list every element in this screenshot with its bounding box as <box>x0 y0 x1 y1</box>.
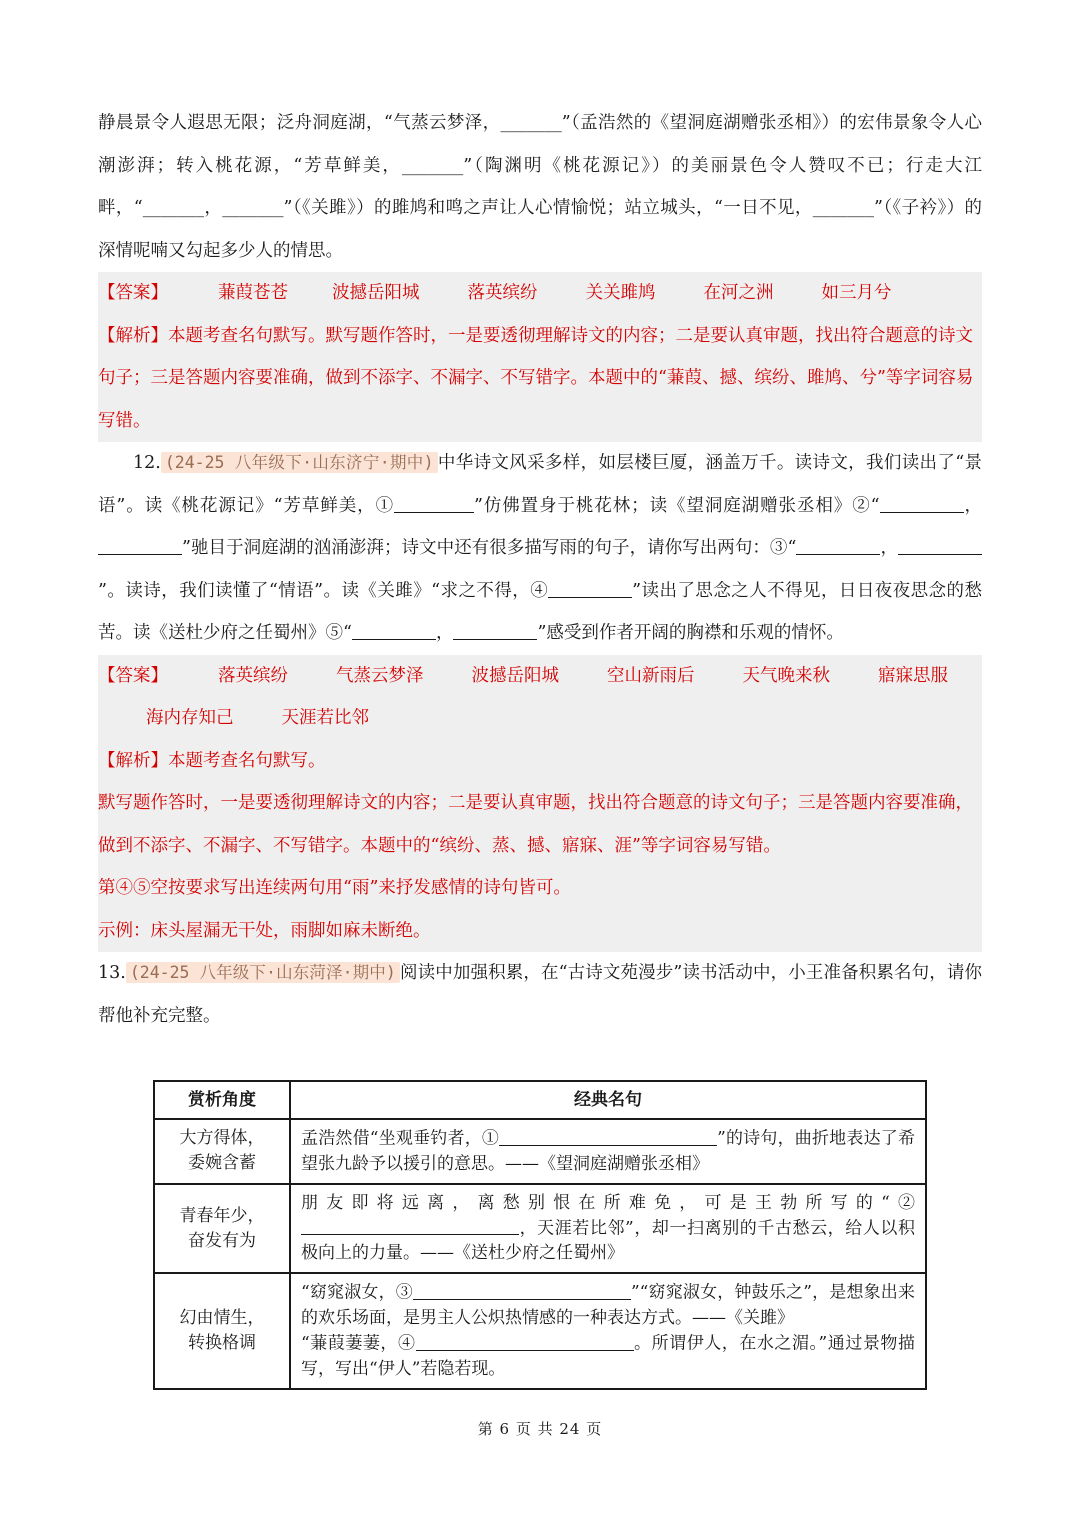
analysis-tag: 【解析】 <box>98 325 168 346</box>
question-13 <box>98 952 982 1037</box>
blank-3b[interactable] <box>898 535 982 555</box>
quote-text: “窈窕淑女，③ <box>301 1283 413 1304</box>
analysis-line <box>98 315 982 443</box>
analysis-text: 本题考查名句默写。 <box>168 750 326 771</box>
table-cell-angle <box>154 1119 290 1184</box>
page-content <box>98 102 982 1037</box>
answer-item: 关关雎鸠 <box>585 283 656 303</box>
blank-table-2[interactable] <box>301 1216 519 1236</box>
question-11-text: 静晨景令人遐思无限；泛舟洞庭湖，“气蒸云梦泽，_______”（孟浩然的《望洞庭湖赠张丞相》）的宏伟景象令人心潮澎湃；转入桃花源，“芳草鲜美，_______”（陶渊明《桃花源记》）的美丽景色令人赞叹不已；行走大江畔，“_______，_______”（《关雎》）的雎鸠和鸣之声让人心情愉悦；站立城头，“一日不见，_______”（《子衿》）的深情呢喃又勾起多少人的情思。 <box>98 113 982 261</box>
quote-table <box>153 1080 927 1390</box>
quote-text: 朋友即将远离，离愁别恨在所难免，可是王勃所写的“② <box>301 1192 915 1213</box>
blank-table-3[interactable] <box>413 1280 631 1300</box>
angle-text: 大方得体， <box>179 1128 265 1149</box>
answer-tag: 【答案】 <box>98 283 168 303</box>
answer-item: 寤寐思服 <box>878 665 948 686</box>
table-row <box>154 1273 926 1388</box>
answer-item: 天涯若比邻 <box>281 708 369 728</box>
answer-item: 气蒸云梦泽 <box>336 665 424 686</box>
analysis-text: 本题考查名句默写。默写题作答时，一是要透彻理解诗文的内容；二是要认真审题，找出符合题意的诗文句子；三是答题内容要准确，做到不添字、不漏字、不写错字。本题中的“蒹葭、撼、缤纷、雎鸠、兮”等字词容易写错。 <box>98 325 974 431</box>
answer-item: 如三月兮 <box>821 283 892 303</box>
analysis-text: 默写题作答时，一是要透彻理解诗文的内容；二是要认真审题，找出符合题意的诗文句子；三是答题内容要准确，做到不添字、不漏字、不写错字。本题中的“缤纷、蒸、撼、寤寐、涯”等字词容易写错。 <box>98 793 973 856</box>
table-cell-angle <box>154 1273 290 1388</box>
answer-box-12 <box>98 655 982 953</box>
angle-text: 转换格调 <box>188 1333 256 1354</box>
answer-item: 空山新雨后 <box>607 665 695 686</box>
answer-item: 波撼岳阳城 <box>332 283 420 303</box>
answer-item: 落英缤纷 <box>467 283 538 303</box>
blank-2b[interactable] <box>98 535 182 555</box>
question-source: (24-25 八年级下·山东菏泽·期中) <box>126 962 400 983</box>
table-header: 赏析角度 <box>154 1081 290 1119</box>
question-text: 中华诗文风采多样，如层楼巨厦，涵盖万千。读诗文，我们读出了“景语”。读《桃花源记》“芳草鲜美，① <box>98 453 982 516</box>
blank-5a[interactable] <box>352 620 436 640</box>
quote-text: “蒹葭萋萋，④ <box>301 1333 416 1354</box>
answer-item: 波撼岳阳城 <box>471 665 559 686</box>
analysis-text: 第④⑤空按要求写出连续两句用“雨”来抒发感情的诗句皆可。 <box>98 878 571 898</box>
question-12 <box>98 442 982 655</box>
question-text: ， <box>435 623 454 643</box>
analysis-text: 示例：床头屋漏无干处，雨脚如麻未断绝。 <box>98 920 431 941</box>
answer-tag: 【答案】 <box>98 665 168 686</box>
answer-box-11 <box>98 272 982 442</box>
table-row <box>154 1119 926 1184</box>
question-text: 阅读中加强积累，在“古诗文苑漫步”读书活动中，小王准备积累名句，请你帮他补充完整。 <box>98 963 983 1026</box>
table-cell-quote <box>290 1273 926 1388</box>
blank-2a[interactable] <box>880 492 964 512</box>
blank-1[interactable] <box>394 492 474 512</box>
question-text: ”仿佛置身于桃花林；读《望洞庭湖赠张丞相》②“ <box>473 495 880 516</box>
angle-text: 奋发有为 <box>188 1230 256 1251</box>
question-text: ”感受到作者开阔的胸襟和乐观的情怀。 <box>537 623 844 643</box>
answer-item: 海内存知己 <box>146 708 234 728</box>
quote-text: ”“窈窕淑女，钟鼓乐之”，是想象出来的欢乐场面，是男主人公炽热情感的一种表达方式。——《关雎》 <box>301 1283 915 1329</box>
analysis-tag: 【解析】 <box>98 750 168 771</box>
quote-text: 。所谓伊人，在水之湄。”通过景物描写，写出“伊人”若隐若现。 <box>301 1333 915 1379</box>
angle-text: 幻由情生， <box>179 1308 265 1329</box>
blank-4[interactable] <box>548 577 632 597</box>
table-cell-quote <box>290 1119 926 1184</box>
answer-item: 在河之洲 <box>703 283 774 303</box>
answer-line <box>98 272 982 315</box>
answer-item: 蒹葭苍苍 <box>218 283 288 303</box>
blank-3a[interactable] <box>796 535 880 555</box>
quote-text: 孟浩然借“坐观垂钓者，① <box>301 1128 500 1149</box>
quote-text: ”的诗句，曲折地表达了希望张九龄予以援引的意思。——《望洞庭湖赠张丞相》 <box>301 1128 915 1174</box>
answer-item: 天气晚来秋 <box>742 665 830 686</box>
table-row <box>154 1184 926 1274</box>
question-number: 12. <box>133 453 161 473</box>
blank-table-4[interactable] <box>416 1331 634 1351</box>
analysis-line <box>98 740 982 783</box>
question-source: (24-25 八年级下·山东济宁·期中) <box>161 452 438 473</box>
table-cell-angle <box>154 1184 290 1274</box>
page-footer: 第 6 页 共 24 页 <box>477 1420 603 1438</box>
question-text: ， <box>880 538 899 558</box>
question-text: ”。读诗，我们读懂了“情语”。读《关雎》“求之不得，④ <box>98 580 549 601</box>
blank-table-1[interactable] <box>499 1126 717 1146</box>
table-cell-quote <box>290 1184 926 1274</box>
answer-item: 落英缤纷 <box>218 665 288 686</box>
table-header-row <box>154 1081 926 1119</box>
answer-line <box>98 655 982 740</box>
angle-text: 委婉含蓄 <box>188 1153 256 1174</box>
question-number: 13. <box>98 963 126 983</box>
quote-text: ，天涯若比邻”，却一扫离别的千古愁云，给人以积极向上的力量。——《送杜少府之任蜀州》 <box>301 1218 915 1264</box>
table-header: 经典名句 <box>290 1081 926 1119</box>
question-text: ， <box>963 495 982 516</box>
question-text: ”读出了思念之人不得见，日日夜夜思念的愁苦。读《送杜少府之任蜀州》⑤“ <box>98 580 982 643</box>
angle-text: 青春年少， <box>179 1205 265 1226</box>
question-text: ”驰目于洞庭湖的汹涌澎湃；诗文中还有很多描写雨的句子，请你写出两句：③“ <box>182 538 797 558</box>
blank-5b[interactable] <box>453 620 537 640</box>
